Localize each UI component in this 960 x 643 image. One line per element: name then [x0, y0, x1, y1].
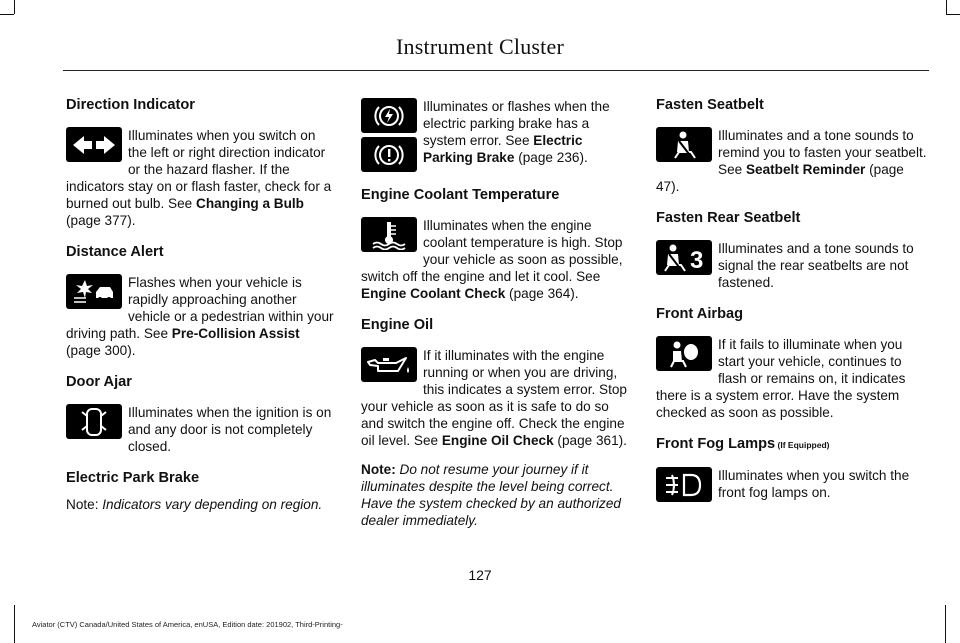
crop-mark [946, 0, 947, 14]
ref-engine-oil-check[interactable]: Engine Oil Check [441, 433, 554, 448]
text-engine-coolant: Illuminates when the engine coolant temperature is high. Stop your vehicle as soon as possible, switch off the engine and let it cool. See [361, 218, 623, 284]
if-equipped-label: (If Equipped) [775, 440, 830, 450]
text-direction-indicator: Illuminates when you switch on the left or right direction indicator or the hazard flasher. If the indicators stay on or flash faster, check for a burned out bulb. See [66, 128, 332, 211]
heading-engine-coolant: Engine Coolant Temperature [361, 187, 560, 203]
crop-mark [946, 14, 960, 15]
heading-distance-alert: Distance Alert [66, 244, 164, 260]
engine-oil-note [361, 461, 633, 529]
footer-edition-info: Aviator (CTV) Canada/United States of America, enUSA, Edition date: 201902, Third-Printing- [32, 620, 343, 629]
heading-door-ajar: Door Ajar [66, 374, 132, 390]
crop-mark [14, 0, 15, 14]
entry-front-airbag [656, 305, 928, 421]
heading-fasten-seatbelt: Fasten Seatbelt [656, 97, 764, 113]
park-brake-fault-icon [361, 98, 417, 133]
entry-direction-indicator [66, 96, 338, 229]
page-ref: (page 361). [553, 433, 627, 448]
column-1 [66, 96, 338, 513]
heading-engine-oil: Engine Oil [361, 317, 434, 333]
crop-mark [14, 605, 15, 643]
heading-direction-indicator: Direction Indicator [66, 97, 195, 113]
seatbelt-icon [656, 127, 712, 162]
ref-changing-a-bulb[interactable]: Changing a Bulb [196, 196, 304, 211]
page-ref: (page 236). [514, 150, 588, 165]
airbag-icon [656, 336, 712, 371]
coolant-temperature-icon [361, 217, 417, 252]
text-park-brake: Illuminates or flashes when the electric parking brake has a system error. See [423, 99, 610, 148]
entry-fasten-rear-seatbelt [656, 209, 928, 291]
entry-front-fog-lamps [656, 435, 928, 501]
note-label: Note: [66, 497, 99, 512]
text-engine-oil: If it illuminates with the engine running or when you are driving, this indicates a system error. Stop your vehicle as soon as it is safe to do so and switch the engine off. Check the engine oil level. See [361, 348, 627, 448]
heading-fasten-rear-seatbelt: Fasten Rear Seatbelt [656, 210, 801, 226]
entry-engine-coolant [361, 186, 633, 302]
entry-distance-alert [66, 243, 338, 359]
entry-electric-park-brake [66, 469, 338, 513]
entry-park-brake [361, 98, 633, 172]
collision-warning-icon [66, 274, 122, 309]
header-divider [63, 70, 929, 71]
oil-can-icon [361, 347, 417, 382]
entry-fasten-seatbelt [656, 96, 928, 195]
entry-engine-oil [361, 316, 633, 449]
svg-text:3: 3 [690, 246, 704, 273]
text-distance-alert: Flashes when your vehicle is rapidly approaching another vehicle or a pedestrian within your driving path. See [66, 275, 334, 341]
text-front-fog-lamps: Illuminates when you switch the front fog lamps on. [718, 468, 910, 500]
crop-mark [0, 14, 14, 15]
note-text: Indicators vary depending on region. [98, 497, 323, 512]
page-ref: (page 377). [66, 213, 136, 228]
text-door-ajar: Illuminates when the ignition is on and any door is not completely closed. [128, 405, 332, 454]
note-label: Note: [361, 462, 396, 477]
column-3 [656, 96, 928, 506]
ref-seatbelt-reminder[interactable]: Seatbelt Reminder [745, 162, 866, 177]
page-ref: (page 300). [66, 343, 136, 358]
column-2 [361, 96, 633, 529]
page-ref: (page 47). [656, 162, 904, 194]
rear-seatbelt-3-icon [656, 240, 712, 275]
page-ref: (page 364). [505, 286, 579, 301]
crop-mark [945, 605, 946, 643]
text-fasten-seatbelt: Illuminates and a tone sounds to remind you to fasten your seatbelt. See [718, 128, 927, 177]
entry-door-ajar [66, 373, 338, 455]
door-ajar-car-icon [66, 404, 122, 439]
direction-arrows-icon [66, 127, 122, 162]
text-fasten-rear-seatbelt: Illuminates and a tone sounds to signal the rear seatbelts are not fastened. [718, 241, 914, 290]
ref-electric-parking-brake[interactable]: Electric Parking Brake [423, 133, 583, 165]
front-fog-lamp-icon [656, 467, 712, 502]
page-title: Instrument Cluster [396, 34, 564, 59]
heading-front-airbag: Front Airbag [656, 306, 744, 322]
page-number: 127 [468, 567, 492, 583]
text-front-airbag: If it fails to illuminate when you start your vehicle, continues to flash or remains on, it indicates there is a system error. Have the system checked as soon as possible. [656, 337, 906, 420]
heading-front-fog-lamps: Front Fog Lamps [656, 436, 776, 452]
ref-engine-coolant-check[interactable]: Engine Coolant Check [361, 286, 506, 301]
heading-electric-park-brake: Electric Park Brake [66, 470, 200, 486]
ref-pre-collision-assist[interactable]: Pre-Collision Assist [171, 326, 300, 341]
brake-exclamation-icon [361, 137, 417, 172]
note-text: Do not resume your journey if it illuminates despite the level being correct. Have the system checked by an authorized dealer immediately. [361, 462, 621, 528]
